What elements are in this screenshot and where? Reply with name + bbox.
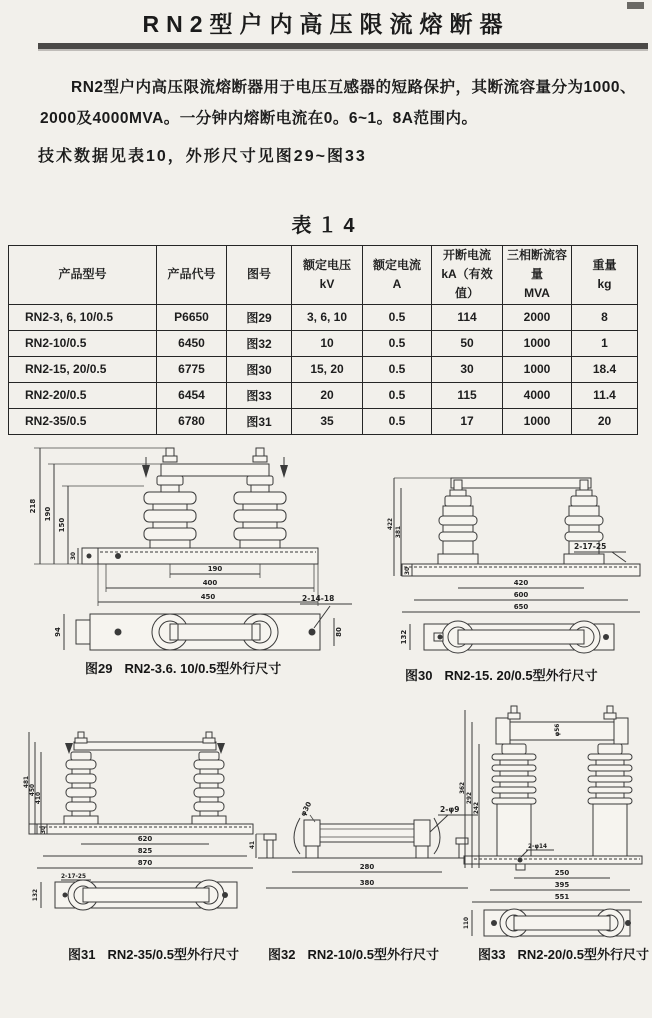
spec-table <box>8 245 638 435</box>
fig32-dimensions <box>250 800 478 888</box>
intro-paragraph: RN2型户内高压限流熔断器用于电压互感器的短路保护，其断流容量分为1000、2000及4000MVA。一分钟内熔断电流在0。6~1。8A范围内。 <box>40 79 636 127</box>
dim-label: φ56 <box>555 723 561 737</box>
dim-label: 380 <box>359 879 375 887</box>
cell-code: 6450 <box>157 330 227 356</box>
dim-label: 400 <box>202 579 218 587</box>
cell-weight: 11.4 <box>572 382 638 408</box>
cell-figure: 图29 <box>227 304 292 330</box>
dim-label: 450 <box>30 783 36 797</box>
fig29-front-view <box>82 448 318 564</box>
holes-label: 2-φ9 <box>440 805 460 814</box>
fig31-front-view <box>29 732 253 834</box>
figure-33-caption: 图33 RN2-20/0.5型外行尺寸 <box>478 947 649 962</box>
page-title: RN2型户内高压限流熔断器 <box>142 11 510 37</box>
figure-30-drawing <box>388 446 650 658</box>
cell-code: 6454 <box>157 382 227 408</box>
dim-label: 242 <box>474 801 480 815</box>
header-row <box>9 246 638 305</box>
cell-capacity: 1000 <box>503 330 572 356</box>
dim-label: 250 <box>554 869 570 877</box>
cell-breaking: 114 <box>432 304 503 330</box>
dim-label: 280 <box>359 863 375 871</box>
dim-label: 870 <box>137 859 153 867</box>
dim-label: 481 <box>24 775 30 789</box>
fig31-plan-view <box>33 874 237 910</box>
dim-label: 110 <box>464 916 470 930</box>
cell-weight: 8 <box>572 304 638 330</box>
dim-label: 41 <box>250 840 256 850</box>
holes-label: 2-φ14 <box>528 844 548 850</box>
cell-voltage: 3, 6, 10 <box>292 304 363 330</box>
figure-31-drawing <box>25 712 265 940</box>
cell-current: 0.5 <box>363 382 432 408</box>
table-row <box>9 382 638 408</box>
title-divider <box>38 43 648 49</box>
dim-label: 650 <box>513 603 529 611</box>
dim-label: φ30 <box>299 800 314 818</box>
column-header-figure: 图号 <box>227 246 292 305</box>
cell-voltage: 35 <box>292 408 363 434</box>
table-row <box>9 304 638 330</box>
figure-32-caption: 图32 RN2-10/0.5型外行尺寸 <box>268 947 439 962</box>
column-header-current: 额定电流 A <box>363 246 432 305</box>
note-line: 技术数据见表10，外形尺寸见图29~图33 <box>38 148 367 165</box>
dim-label: 362 <box>460 781 466 795</box>
figure-33-drawing <box>462 696 652 942</box>
cell-figure: 图30 <box>227 356 292 382</box>
cell-figure: 图32 <box>227 330 292 356</box>
cell-model: RN2-35/0.5 <box>9 408 157 434</box>
fig33-front-view <box>464 706 642 870</box>
figure-30-caption: 图30 RN2-15. 20/0.5型外行尺寸 <box>405 668 598 683</box>
column-header-capacity: 三相断流容量 MVA <box>503 246 572 305</box>
column-header-model: 产品型号 <box>9 246 157 305</box>
dim-label: 80 <box>335 627 343 637</box>
dim-label: 292 <box>467 791 473 805</box>
cell-model: RN2-3, 6, 10/0.5 <box>9 304 157 330</box>
holes-label: 2-14-18 <box>302 594 335 603</box>
dim-label: 600 <box>513 591 529 599</box>
dim-label: 395 <box>554 881 570 889</box>
cell-weight: 20 <box>572 408 638 434</box>
cell-voltage: 15, 20 <box>292 356 363 382</box>
column-header-breaking-current: 开断电流 kA（有效值） <box>432 246 503 305</box>
dim-label: 190 <box>44 506 52 522</box>
dim-label: 132 <box>400 629 408 645</box>
cell-capacity: 4000 <box>503 382 572 408</box>
cell-breaking: 17 <box>432 408 503 434</box>
figure-29-drawing <box>18 430 353 660</box>
cell-code: P6650 <box>157 304 227 330</box>
fig30-front-view <box>394 478 640 576</box>
cell-model: RN2-10/0.5 <box>9 330 157 356</box>
cell-current: 0.5 <box>363 330 432 356</box>
dim-label: 30 <box>71 551 77 561</box>
cell-current: 0.5 <box>363 304 432 330</box>
dim-label: 420 <box>513 579 529 587</box>
cell-capacity: 2000 <box>503 304 572 330</box>
cell-voltage: 20 <box>292 382 363 408</box>
cell-breaking: 50 <box>432 330 503 356</box>
cell-weight: 1 <box>572 330 638 356</box>
dim-label: 30 <box>41 825 47 835</box>
dim-label: 551 <box>554 893 570 901</box>
dim-label: 825 <box>137 847 153 855</box>
figure-32-drawing <box>252 788 482 910</box>
cell-voltage: 10 <box>292 330 363 356</box>
cell-weight: 18.4 <box>572 356 638 382</box>
cell-current: 0.5 <box>363 408 432 434</box>
cell-capacity: 1000 <box>503 408 572 434</box>
dim-label: 218 <box>29 498 37 514</box>
dim-label: 381 <box>396 525 402 539</box>
dim-label: 30 <box>405 566 411 576</box>
fig32-front-view <box>258 818 474 858</box>
table-row <box>9 356 638 382</box>
cell-breaking: 30 <box>432 356 503 382</box>
table-title: 表１4 <box>291 215 361 237</box>
cell-capacity: 1000 <box>503 356 572 382</box>
dim-label: 150 <box>58 517 66 533</box>
fig30-plan-view <box>400 621 614 653</box>
fig33-plan-view <box>464 909 631 937</box>
cell-figure: 图33 <box>227 382 292 408</box>
cell-code: 6775 <box>157 356 227 382</box>
dim-label: 620 <box>137 835 153 843</box>
table-row <box>9 330 638 356</box>
column-header-voltage: 额定电压 kV <box>292 246 363 305</box>
dim-label: 410 <box>36 791 42 805</box>
column-header-weight: 重量 kg <box>572 246 638 305</box>
cell-breaking: 115 <box>432 382 503 408</box>
holes-label: 2-17-25 <box>61 874 86 880</box>
holes-label: 2-17-25 <box>574 542 607 551</box>
dim-label: 190 <box>207 565 223 573</box>
cell-figure: 图31 <box>227 408 292 434</box>
dim-label: 132 <box>33 888 39 902</box>
column-header-code: 产品代号 <box>157 246 227 305</box>
figure-31-caption: 图31 RN2-35/0.5型外行尺寸 <box>68 947 239 962</box>
dim-label: 94 <box>54 627 62 637</box>
dim-label: 422 <box>388 517 394 531</box>
cell-code: 6780 <box>157 408 227 434</box>
cell-model: RN2-15, 20/0.5 <box>9 356 157 382</box>
cell-model: RN2-20/0.5 <box>9 382 157 408</box>
fig30-dimensions <box>388 478 640 612</box>
scan-mark <box>627 2 644 9</box>
figure-29-caption: 图29 RN2-3.6. 10/0.5型外行尺寸 <box>85 661 282 676</box>
dim-label: 450 <box>200 593 216 601</box>
cell-current: 0.5 <box>363 356 432 382</box>
